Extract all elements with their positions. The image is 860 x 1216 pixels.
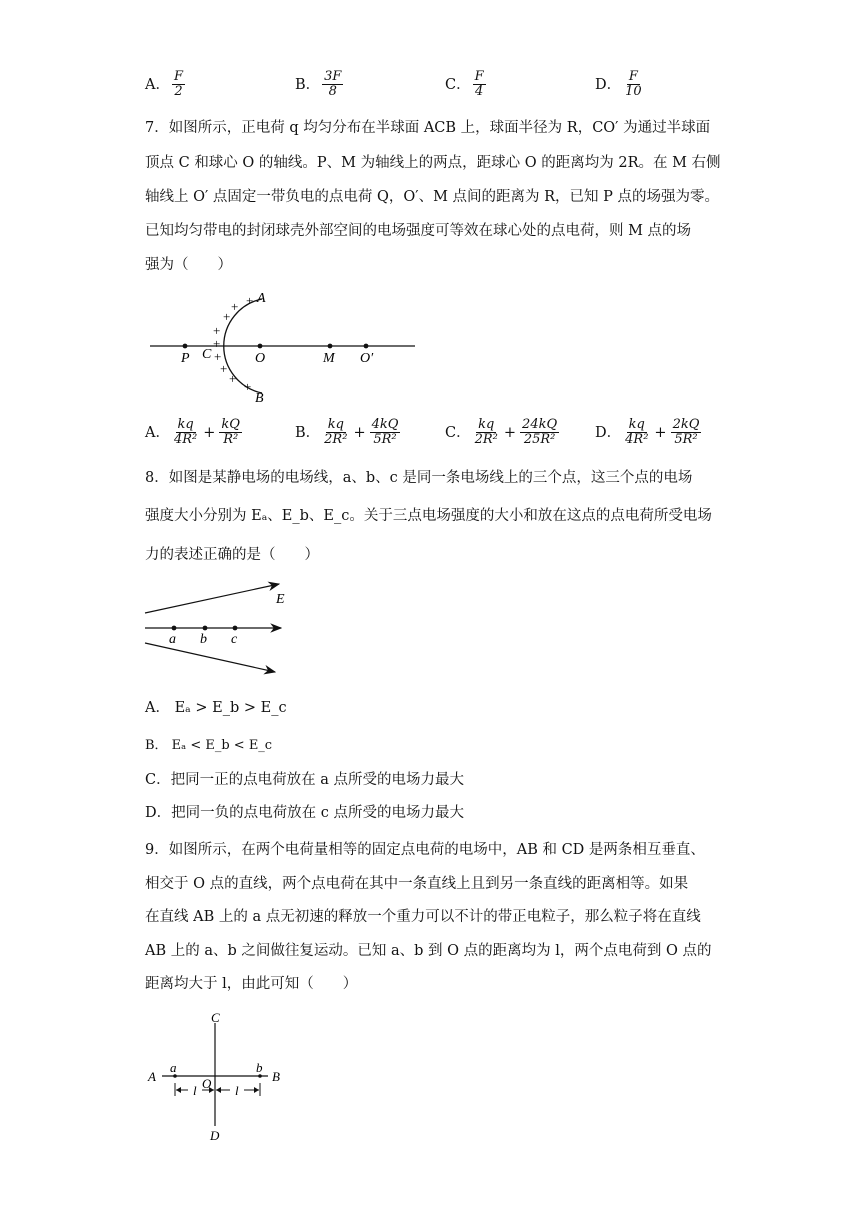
fraction: [473, 418, 500, 447]
label-l-left: l: [193, 1083, 197, 1098]
plus-operator: +: [353, 424, 366, 441]
plus-operator: +: [203, 424, 216, 441]
fraction: [322, 418, 349, 447]
numerator: F: [173, 69, 184, 84]
numerator: kQ: [221, 417, 240, 432]
denominator: 4: [474, 84, 484, 99]
numerator: kq: [478, 417, 495, 432]
fraction: [172, 70, 185, 99]
q6-option-d: [595, 70, 646, 99]
label-c: C: [202, 347, 212, 362]
q7-option-a: [145, 418, 244, 447]
option-letter: B．: [295, 76, 321, 93]
label-o: O: [255, 351, 266, 366]
point-c: [233, 626, 238, 631]
option-letter: C．: [445, 424, 471, 441]
numerator: 24kQ: [522, 417, 558, 432]
label-o: O: [202, 1076, 212, 1091]
field-line-bottom: [145, 643, 275, 672]
dim-arrow: [216, 1087, 221, 1093]
option-letter: B．: [295, 424, 321, 441]
q7-hemisphere-figure: [145, 285, 425, 410]
q7-line-4: 已知均匀带电的封闭球壳外部空间的电场强度可等效在球心处的点电荷，则 M 点的场: [145, 223, 692, 239]
q9-cross-figure: [140, 1008, 300, 1148]
fraction: [370, 418, 401, 447]
fraction: [219, 418, 242, 447]
q9-line-2: 相交于 O 点的直线，两个点电荷在其中一条直线上且到另一条直线的距离相等。如果: [145, 876, 689, 892]
fraction: [671, 418, 702, 447]
q8-line-1: 8．如图是某静电场的电场线，a、b、c 是同一条电场线上的三个点，这三个点的电场: [145, 470, 693, 486]
q8-option-b: B． Eₐ < E_b < E_c: [145, 738, 273, 753]
q7-line-2: 顶点 C 和球心 O 的轴线。P、M 为轴线上的两点，距球心 O 的距离均为 2R。在 M 右侧: [145, 155, 721, 171]
numerator: kq: [327, 417, 344, 432]
q8-line-2: 强度大小分别为 Eₐ、E_b、E_c。关于三点电场强度的大小和放在这点的点电荷所受电场: [145, 508, 712, 524]
numerator: 4kQ: [371, 417, 399, 432]
q6-option-b: [295, 70, 345, 99]
q6-option-c: [445, 70, 488, 99]
plus-sign: +: [213, 336, 221, 351]
q7-option-d: [595, 418, 703, 447]
dim-arrow: [254, 1087, 259, 1093]
plus-operator: +: [654, 424, 667, 441]
option-letter: D．: [595, 424, 622, 441]
point-m: [328, 344, 333, 349]
plus-sign: +: [213, 323, 221, 338]
label-c: c: [231, 632, 238, 647]
q9-line-1: 9．如图所示，在两个电荷量相等的固定点电荷的电场中，AB 和 CD 是两条相互垂直、: [145, 842, 705, 858]
denominator: 2R²: [324, 432, 348, 447]
field-line-top: [145, 584, 279, 613]
numerator: F: [474, 69, 484, 84]
label-a: a: [169, 632, 176, 647]
plus-sign: +: [214, 349, 222, 364]
q6-option-a: [145, 70, 187, 99]
denominator: 2: [174, 84, 183, 99]
point-o: [258, 344, 263, 349]
denominator: 4R²: [173, 432, 198, 447]
option-letter: A．: [145, 76, 170, 93]
q7-option-b: [295, 418, 402, 447]
q9-line-3: 在直线 AB 上的 a 点无初速的释放一个重力可以不计的带正电粒子，那么粒子将在直线: [145, 909, 701, 925]
plus-sign: +: [229, 371, 237, 386]
fraction: [322, 70, 343, 99]
q8-option-c: C．把同一正的点电荷放在 a 点所受的电场力最大: [145, 772, 464, 788]
q7-line-5: 强为（ ）: [145, 257, 232, 273]
dim-arrow: [176, 1087, 181, 1093]
q8-line-3: 力的表述正确的是（ ）: [145, 547, 319, 563]
denominator: 5R²: [373, 432, 397, 447]
label-l-right: l: [235, 1083, 239, 1098]
numerator: kq: [628, 417, 645, 432]
fraction: [520, 418, 559, 447]
label-p: P: [181, 351, 190, 366]
q7-line-1: 7．如图所示，正电荷 q 均匀分布在半球面 ACB 上，球面半径为 R，CO′ 为通过半球面: [145, 120, 711, 136]
option-letter: D．: [595, 76, 622, 93]
fraction: [623, 418, 650, 447]
label-b: B: [255, 391, 264, 406]
denominator: 5R²: [674, 432, 698, 447]
option-letter: A．: [145, 424, 170, 441]
label-b-small: b: [256, 1060, 263, 1075]
q9-line-5: 距离均大于 l，由此可知（ ）: [145, 976, 358, 992]
fraction: [473, 70, 486, 99]
q9-line-4: AB 上的 a、b 之间做往复运动。已知 a、b 到 O 点的距离均为 l，两个点电荷到 O 点的: [145, 943, 712, 959]
fraction: [623, 70, 644, 99]
option-letter: C．: [445, 76, 471, 93]
label-d: D: [210, 1128, 220, 1143]
denominator: 10: [625, 84, 642, 99]
q8-option-d: D．把同一负的点电荷放在 c 点所受的电场力最大: [145, 805, 464, 821]
point-o-prime: [364, 344, 369, 349]
plus-sign: +: [231, 299, 239, 314]
numerator: F: [628, 69, 638, 84]
label-a: A: [257, 291, 266, 306]
plus-sign: +: [244, 379, 252, 394]
q7-line-3: 轴线上 O′ 点固定一带负电的点电荷 Q，O′、M 点间的距离为 R，已知 P 点的场强为零。: [145, 189, 720, 205]
numerator: kq: [177, 417, 194, 432]
plus-sign: +: [223, 309, 231, 324]
plus-sign: +: [246, 293, 254, 308]
numerator: 2kQ: [672, 417, 700, 432]
label-o-prime: O′: [360, 351, 374, 366]
plus-operator: +: [503, 424, 517, 441]
label-a-small: a: [170, 1060, 177, 1075]
label-c: C: [211, 1010, 220, 1025]
q7-option-c: [445, 418, 561, 447]
fraction: [172, 418, 199, 447]
denominator: 2R²: [474, 432, 498, 447]
denominator: 25R²: [523, 432, 556, 447]
numerator: 3F: [324, 69, 342, 84]
q8-option-a: A． Eₐ > E_b > E_c: [145, 700, 287, 716]
point-a: [172, 626, 177, 631]
plus-sign: +: [220, 361, 228, 376]
label-e: E: [276, 592, 285, 607]
point-p: [183, 344, 188, 349]
label-b: b: [200, 632, 207, 647]
point-b: [203, 626, 208, 631]
label-m: M: [323, 351, 335, 366]
q8-field-lines-figure: [143, 578, 303, 678]
denominator: 8: [328, 84, 337, 99]
label-a: A: [148, 1069, 156, 1084]
denominator: 4R²: [625, 432, 649, 447]
label-b: B: [272, 1069, 280, 1084]
plus-signs: [213, 293, 253, 394]
denominator: R²: [223, 432, 239, 447]
